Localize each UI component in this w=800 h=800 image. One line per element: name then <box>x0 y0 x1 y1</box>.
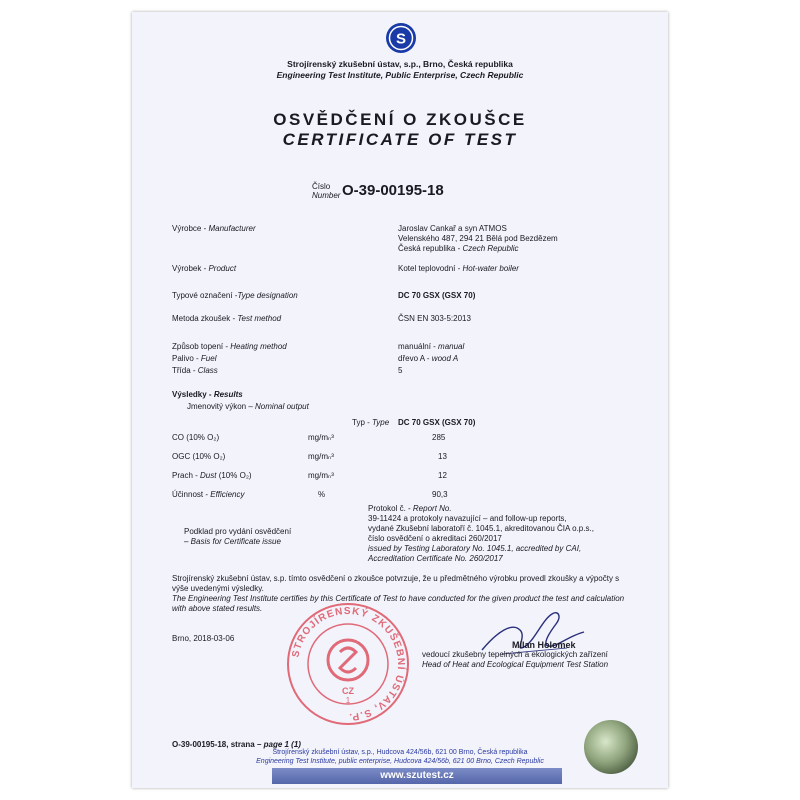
statement-cz: Strojírenský zkušební ústav, s.p. tímto osvědčení o zkoušce potvrzuje, že u předmětného výrobku provedl zkoušky a výpočty s výše uvedenými výsledky. <box>172 574 620 593</box>
heating-value-cz: manuální - <box>398 342 439 351</box>
basis-line: číslo osvědčení o akreditaci 260/2017 <box>368 534 502 543</box>
results-type-label <box>352 418 389 427</box>
result-row-value: 285 <box>432 433 446 442</box>
stamp-ring-text: STROJÍRENSKÝ ZKUŠEBNÍ ÚSTAV, S.P. <box>290 605 407 723</box>
heating-value <box>398 342 464 351</box>
dust-label-cz: Prach - <box>172 471 201 480</box>
heating-label-cz: Způsob topení - <box>172 342 231 351</box>
results-heading-en: Results <box>213 390 243 399</box>
hologram-seal-icon <box>584 720 638 774</box>
logo-letter: S <box>395 30 407 48</box>
official-stamp-icon <box>284 600 412 728</box>
issue-date: Brno, 2018-03-06 <box>172 634 235 643</box>
result-row-unit: mg/mₙ³ <box>308 433 334 442</box>
product-value-cz: Kotel teplovodní - <box>398 264 463 273</box>
method-value: ČSN EN 303-5:2013 <box>398 314 471 323</box>
product-value <box>398 264 519 273</box>
stamp-country: CZ <box>342 686 354 696</box>
class-label <box>172 366 218 375</box>
nominal-output-en: Nominal output <box>255 402 309 411</box>
result-row-label: OGC (10% O₂) <box>172 452 226 461</box>
fuel-value-cz: dřevo A - <box>398 354 432 363</box>
report-label-en: Report No. <box>412 504 452 513</box>
number-label <box>312 182 340 200</box>
result-row-label <box>172 471 252 480</box>
heating-label <box>172 342 287 351</box>
signatory-role-cz: vedoucí zkušebny tepelných a ekologických zařízení <box>422 650 608 659</box>
results-type-en: Type <box>372 418 390 427</box>
nominal-output-label <box>187 402 309 411</box>
number-label-cz: Číslo <box>312 182 331 191</box>
result-row-value: 90,3 <box>432 490 448 499</box>
signatory-role-en: Head of Heat and Ecological Equipment Test Station <box>422 660 609 669</box>
type-label-cz: Typové označení - <box>172 291 238 300</box>
results-heading-cz: Výsledky - <box>172 390 214 399</box>
signatory-name: Milan Holomek <box>512 640 576 650</box>
product-label-cz: Výrobek - <box>172 264 209 273</box>
manufacturer-label <box>172 224 256 233</box>
basis-label-en: – Basis for Certificate issue <box>184 537 281 546</box>
type-label <box>172 291 298 300</box>
stamp-number: 1 <box>345 696 351 705</box>
results-type-cz: Typ - <box>352 418 373 427</box>
result-row-value: 13 <box>438 452 447 461</box>
report-label <box>368 504 452 513</box>
class-value: 5 <box>398 366 403 375</box>
class-label-cz: Třída - <box>172 366 198 375</box>
manufacturer-label-cz: Výrobce - <box>172 224 209 233</box>
institute-logo-icon <box>385 22 417 54</box>
footer-page-suffix: page 1 (1) <box>263 740 301 749</box>
heating-value-en: manual <box>438 342 465 351</box>
product-label-en: Product <box>208 264 237 273</box>
basis-line: vydané Zkušební laboratoří č. 1045.1, akreditovanou ČIA o.p.s., <box>368 524 594 533</box>
dust-label-tail: (10% O₂) <box>216 471 252 480</box>
number-label-en: Number <box>312 191 341 200</box>
result-row-label: CO (10% O₂) <box>172 433 220 442</box>
fuel-value-en: wood A <box>431 354 459 363</box>
fuel-label-en: Fuel <box>200 354 217 363</box>
certificate-sheet <box>132 12 668 788</box>
footer-address-en: Engineering Test Institute, public enterprise, Hudcova 424/56b, 621 00 Brno, Czech Republic <box>256 758 544 765</box>
report-label-cz: Protokol č. - <box>368 504 413 513</box>
basis-line: 39-11424 a protokoly navazující – and follow-up reports, <box>368 514 567 523</box>
manufacturer-line3 <box>398 244 519 253</box>
footer-page-ref <box>172 740 301 749</box>
manufacturer-country-en: Czech Republic <box>462 244 519 253</box>
results-heading <box>172 390 243 399</box>
footer-address-cz: Strojírenský zkušební ústav, s.p., Hudcova 424/56b, 621 00 Brno, Česká republika <box>272 749 528 756</box>
class-label-en: Class <box>197 366 218 375</box>
manufacturer-line2: Velenského 487, 294 21 Bělá pod Bezdězem <box>398 234 558 243</box>
result-row-label <box>172 490 244 499</box>
manufacturer-line1: Jaroslav Cankař a syn ATMOS <box>398 224 507 233</box>
method-label-en: Test method <box>237 314 282 323</box>
basis-line: Accreditation Certificate No. 260/2017 <box>368 554 503 563</box>
type-value: DC 70 GSX (GSX 70) <box>398 291 476 300</box>
method-label-cz: Metoda zkoušek - <box>172 314 238 323</box>
fuel-value <box>398 354 458 363</box>
institute-name-en: Engineering Test Institute, Public Enterprise, Czech Republic <box>276 70 524 80</box>
title-cz: OSVĚDČENÍ O ZKOUŠCE <box>273 110 527 129</box>
fuel-label-cz: Palivo - <box>172 354 201 363</box>
efficiency-label-cz: Účinnost - <box>172 490 211 499</box>
dust-label-en: Dust <box>200 471 217 480</box>
footer-page-prefix: O-39-00195-18, strana – <box>172 740 264 749</box>
result-row-unit: % <box>318 490 326 499</box>
basis-line: issued by Testing Laboratory No. 1045.1, accredited by CAI, <box>368 544 582 553</box>
type-label-en: Type designation <box>237 291 298 300</box>
product-value-en: Hot-water boiler <box>462 264 519 273</box>
manufacturer-country-cz: Česká republika - <box>398 244 463 253</box>
website-link[interactable]: www.szutest.cz <box>272 768 562 784</box>
results-type-value: DC 70 GSX (GSX 70) <box>398 418 476 427</box>
result-row-unit: mg/mₙ³ <box>308 471 334 480</box>
fuel-label <box>172 354 216 363</box>
statement-en: The Engineering Test Institute certifies by this Certificate of Test to have conducted for the given product the test and calculation with above stated results. <box>172 594 625 613</box>
basis-label-cz: Podklad pro vydání osvědčení <box>184 527 292 536</box>
method-label <box>172 314 281 323</box>
manufacturer-label-en: Manufacturer <box>208 224 256 233</box>
nominal-output-cz: Jmenovitý výkon – <box>187 402 256 411</box>
result-row-unit: mg/mₙ³ <box>308 452 334 461</box>
result-row-value: 12 <box>438 471 447 480</box>
institute-name-cz: Strojírenský zkušební ústav, s.p., Brno, Česká republika <box>287 59 513 69</box>
efficiency-label-en: Efficiency <box>210 490 245 499</box>
heating-label-en: Heating method <box>230 342 287 351</box>
certificate-number: O-39-00195-18 <box>342 182 444 199</box>
title-en: CERTIFICATE OF TEST <box>282 130 518 149</box>
product-label <box>172 264 236 273</box>
